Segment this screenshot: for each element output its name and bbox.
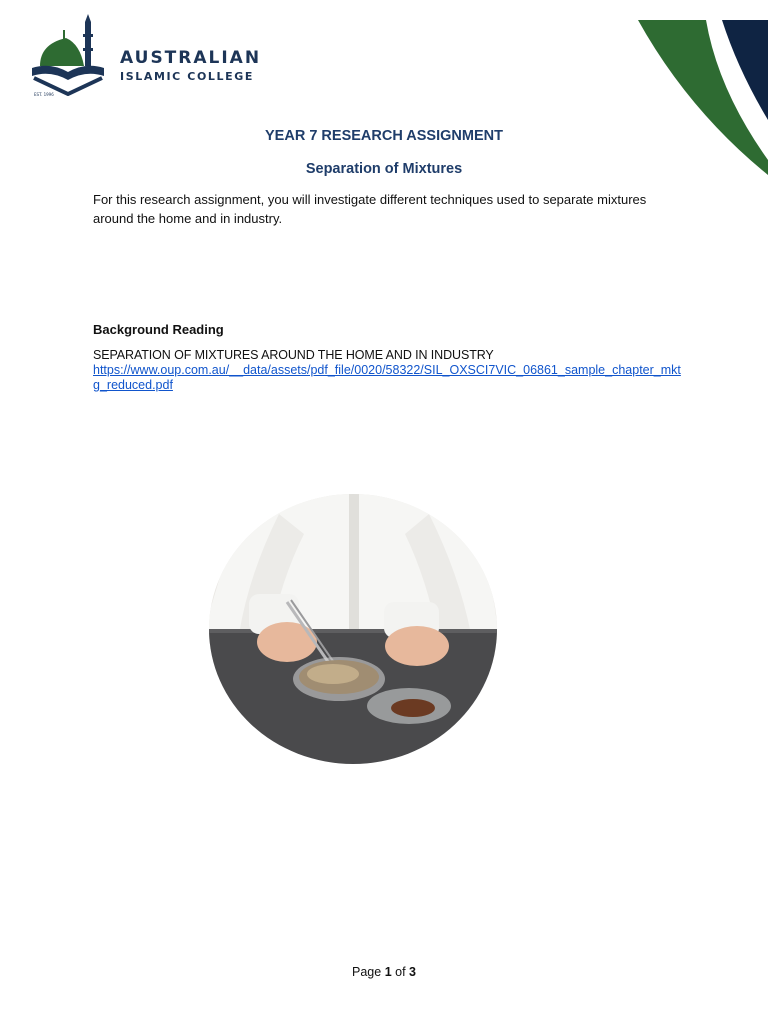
mosque-emblem-icon [30, 14, 110, 96]
logo-text [120, 50, 261, 82]
reading-link[interactable]: https://www.oup.com.au/__data/assets/pdf_file/0020/58322/SIL_OXSCI7VIC_06861_sample_chapter_mktg_reduced.pdf [93, 363, 681, 392]
intro-paragraph: For this research assignment, you will investigate different techniques used to separate mixtures around the home and in industry. [93, 192, 647, 226]
separation-photo [209, 494, 497, 764]
background-reading-heading: Background Reading [93, 322, 224, 337]
corner-swoosh-decoration [598, 0, 768, 180]
page-subtitle: Separation of Mixtures [305, 161, 463, 177]
emblem-text: EST. 1996 [34, 92, 54, 96]
page-current: 1 [384, 965, 392, 979]
college-logo [30, 14, 280, 96]
page-prefix: Page [352, 965, 385, 979]
logo-line-islamic-college: ISLAMIC COLLEGE [120, 70, 254, 83]
page-total: 3 [409, 965, 416, 979]
page-number [0, 965, 768, 979]
page-title: YEAR 7 RESEARCH ASSIGNMENT [265, 128, 503, 144]
logo-line-australian: AUSTRALIAN [120, 48, 262, 68]
separation-photo-illustration [209, 494, 497, 764]
reading-title: SEPARATION OF MIXTURES AROUND THE HOME AND IN INDUSTRY [93, 348, 494, 362]
page-mid: of [391, 965, 410, 979]
